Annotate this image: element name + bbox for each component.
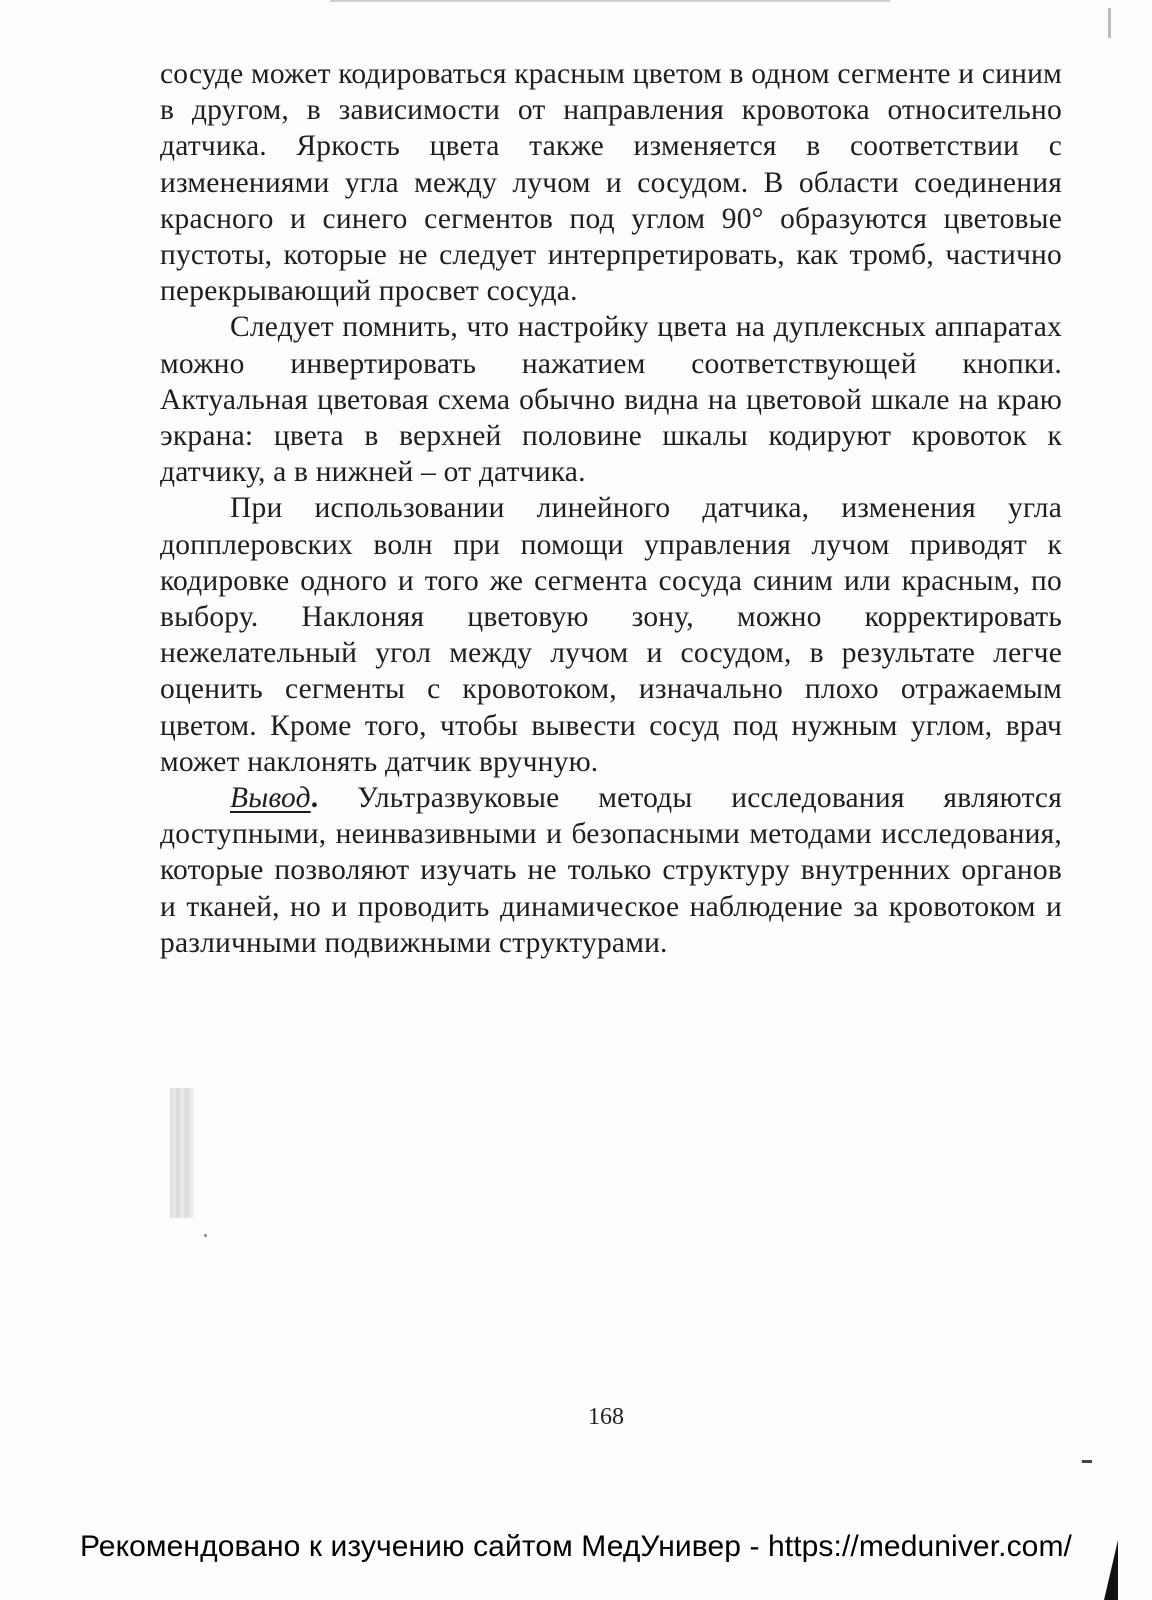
footer-watermark: Рекомендовано к изучению сайтом МедУнивер - https://meduniver.com/ [80, 1530, 1072, 1563]
paragraph-1: сосуде может кодироваться красным цветом в одном сегменте и синим в другом, в зависимости от направления кровотока относительно датчика. Яркость цвета также изменяется в соответствии с изменениями угла между лучом и сосудом. В области соединения красного и синего сегментов под углом 90° образуются цветовые пустоты, которые не следует интерпретировать, как тромб, частично перекрывающий просвет сосуда. [160, 58, 1062, 308]
conclusion-paragraph [160, 780, 1062, 961]
conclusion-label: Вывод [230, 782, 311, 815]
scan-dot [204, 1234, 207, 1237]
page-body-text [160, 56, 1062, 961]
page-number: 168 [588, 1404, 624, 1430]
scan-dash-mark [1082, 1460, 1092, 1463]
conclusion-text: Ультразвуковые методы исследования являются доступными, неинвазивными и безопасными методами исследования, которые позволяют изучать не только структуру внутренних органов и тканей, но и проводить динамическое наблюдение за кровотоком и различными подвижными структурами. [160, 782, 1062, 959]
conclusion-dot: . [310, 782, 319, 815]
paragraph-3: При использовании линейного датчика, изменения угла допплеровских волн при помощи управления лучом приводят к кодировке одного и того же сегмента сосуда синим или красным, по выбору. Наклоняя цветовую зону, можно корректировать нежелательный угол между лучом и сосудом, в результате легче оценить сегменты с кровотоком, изначально плохо отражаемым цветом. Кроме того, чтобы вывести сосуд под нужным углом, врач может наклонять датчик вручную. [160, 492, 1062, 778]
scan-edge-line [330, 0, 890, 2]
paragraph-2: Следует помнить, что настройку цвета на дуплексных аппаратах можно инвертировать нажатием соответствующей кнопки. Актуальная цветовая схема обычно видна на цветовой шкале на краю экрана: цвета в верхней половине шкалы кодируют кровоток к датчику, а в нижней – от датчика. [160, 311, 1062, 489]
scan-smudge [170, 1088, 194, 1218]
scan-edge-mark [1108, 8, 1111, 38]
